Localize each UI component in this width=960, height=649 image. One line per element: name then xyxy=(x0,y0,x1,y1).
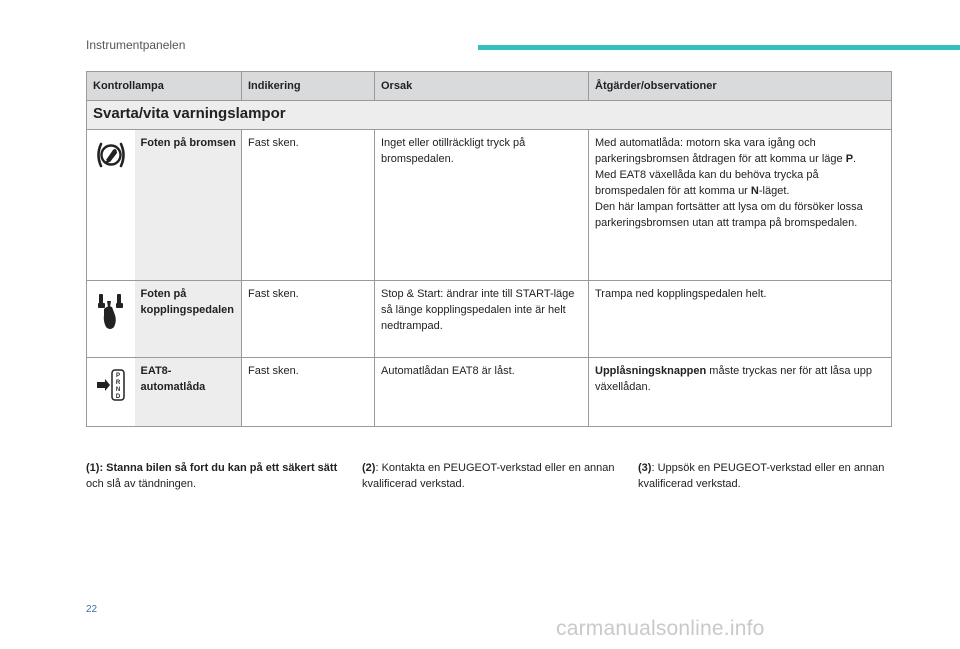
column-header-lamp: Kontrollampa xyxy=(87,72,242,101)
column-header-cause: Orsak xyxy=(375,72,589,101)
lamp-name: Foten på kopplingspedalen xyxy=(135,281,242,358)
indication-cell: Fast sken. xyxy=(242,281,375,358)
action-cell: Upplåsningsknappen måste tryckas ner för att låsa upp växellådan. xyxy=(589,358,892,427)
gear-letter-d: D xyxy=(115,394,120,400)
lamp-icon-cell xyxy=(87,281,135,358)
cause-cell: Automatlådan EAT8 är låst. xyxy=(375,358,589,427)
action-cell: Med automatlåda: motorn ska vara igång och parkeringsbromsen åtdragen för att komma ur läge P. Med EAT8 växellåda kan du behöva trycka på bromspedalen för att komma ur N-läget. Den här lampan fortsätter att lysa om du försöker lossa parkeringsbromsen utan att trampa på bromspedalen. xyxy=(589,130,892,281)
clutch-pedal-foot-icon xyxy=(94,291,128,331)
page-section-title: Instrumentpanelen xyxy=(86,38,186,52)
action-cell: Trampa ned kopplingspedalen helt. xyxy=(589,281,892,358)
table-row xyxy=(87,130,892,281)
table-row xyxy=(87,281,892,358)
watermark: carmanualsonline.info xyxy=(556,617,765,640)
section-row xyxy=(87,101,892,130)
brake-pedal-foot-icon xyxy=(94,140,128,170)
footnote-3: (3): Uppsök en PEUGEOT-verkstad eller en annan kvalificerad verkstad. xyxy=(638,462,885,490)
table-header-row xyxy=(87,72,892,101)
indication-cell: Fast sken. xyxy=(242,358,375,427)
section-title: Svarta/vita varningslampor xyxy=(87,101,892,130)
eat8-gear-selector-icon xyxy=(94,368,128,402)
table-row xyxy=(87,358,892,427)
footnote-1: (1): Stanna bilen så fort du kan på ett säkert sätt och slå av tändningen. xyxy=(86,462,338,490)
warning-lamp-table xyxy=(86,71,892,427)
gear-letter-r: R xyxy=(115,380,120,386)
cause-cell: Stop & Start: ändrar inte till START-läge så länge kopplingspedalen inte är helt nedtrampad. xyxy=(375,281,589,358)
column-header-indication: Indikering xyxy=(242,72,375,101)
lamp-name: Foten på bromsen xyxy=(135,130,242,281)
header-accent-bar xyxy=(478,45,960,50)
indication-cell: Fast sken. xyxy=(242,130,375,281)
lamp-icon-cell xyxy=(87,130,135,281)
page-number: 22 xyxy=(86,604,98,615)
gear-letter-p: P xyxy=(115,373,120,379)
lamp-icon-cell xyxy=(87,358,135,427)
lamp-name: EAT8-automatlåda xyxy=(135,358,242,427)
footnote-2: (2): Kontakta en PEUGEOT-verkstad eller en annan kvalificerad verkstad. xyxy=(362,462,615,490)
cause-cell: Inget eller otillräckligt tryck på bromspedalen. xyxy=(375,130,589,281)
gear-letter-n: N xyxy=(115,387,120,393)
column-header-action: Åtgärder/observationer xyxy=(589,72,892,101)
